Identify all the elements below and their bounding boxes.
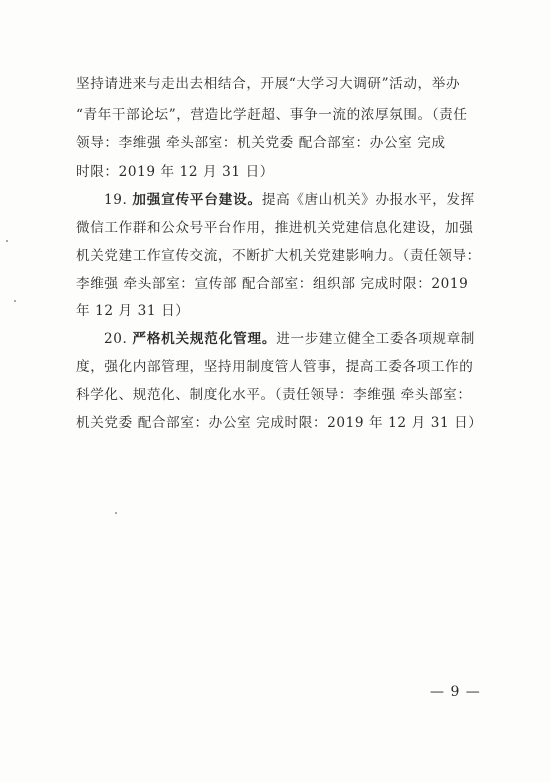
item-19-line-4: 李维强 牵头部室：宣传部 配合部室：组织部 完成时限：2019 <box>76 276 469 292</box>
item-19-number: 19. <box>104 192 128 208</box>
item-19-line-3: 机关党建工作宣传交流，不断扩大机关党建影响力。（责任领导： <box>76 248 481 264</box>
scan-speck <box>115 512 117 514</box>
paragraph-1-line-4: 时限：2019 年 12 月 31 日） <box>76 164 274 180</box>
paragraph-1-line-2: “青年干部论坛”，营造比学赶超、事争一流的浓厚氛围。（责任 <box>76 107 468 123</box>
item-19-heading: 加强宣传平台建设。 <box>132 192 262 208</box>
paragraph-1-line-1: 坚持请进来与走出去相结合，开展“大学习大调研”活动，举办 <box>76 76 461 92</box>
item-20-line-1-text: 进一步建立健全工委各项规章制 <box>276 331 475 347</box>
page-number: — 9 — <box>430 684 481 700</box>
scan-speck <box>6 240 8 242</box>
item-20-first-line <box>104 329 475 349</box>
item-20-number: 20. <box>104 331 128 347</box>
item-20-line-3: 科学化、规范化、制度化水平。（责任领导：李维强 牵头部室： <box>76 387 472 403</box>
item-19-line-2: 微信工作群和公众号平台作用，推进机关党建信息化建设，加强 <box>76 220 474 236</box>
item-19-line-5: 年 12 月 31 日） <box>76 303 190 319</box>
item-19-line-1-text: 提高《唐山机关》办报水平，发挥 <box>261 192 475 208</box>
item-20-heading: 严格机关规范化管理。 <box>132 331 277 347</box>
item-20-line-4: 机关党委 配合部室：办公室 完成时限：2019 年 12 月 31 日） <box>76 415 483 431</box>
paragraph-1-line-3: 领导：李维强 牵头部室：机关党委 配合部室：办公室 完成 <box>76 135 446 151</box>
item-20-line-2: 度，强化内部管理，坚持用制度管人管事，提高工委各项工作的 <box>76 359 474 375</box>
item-19-first-line <box>104 190 475 210</box>
scan-speck <box>14 300 16 302</box>
